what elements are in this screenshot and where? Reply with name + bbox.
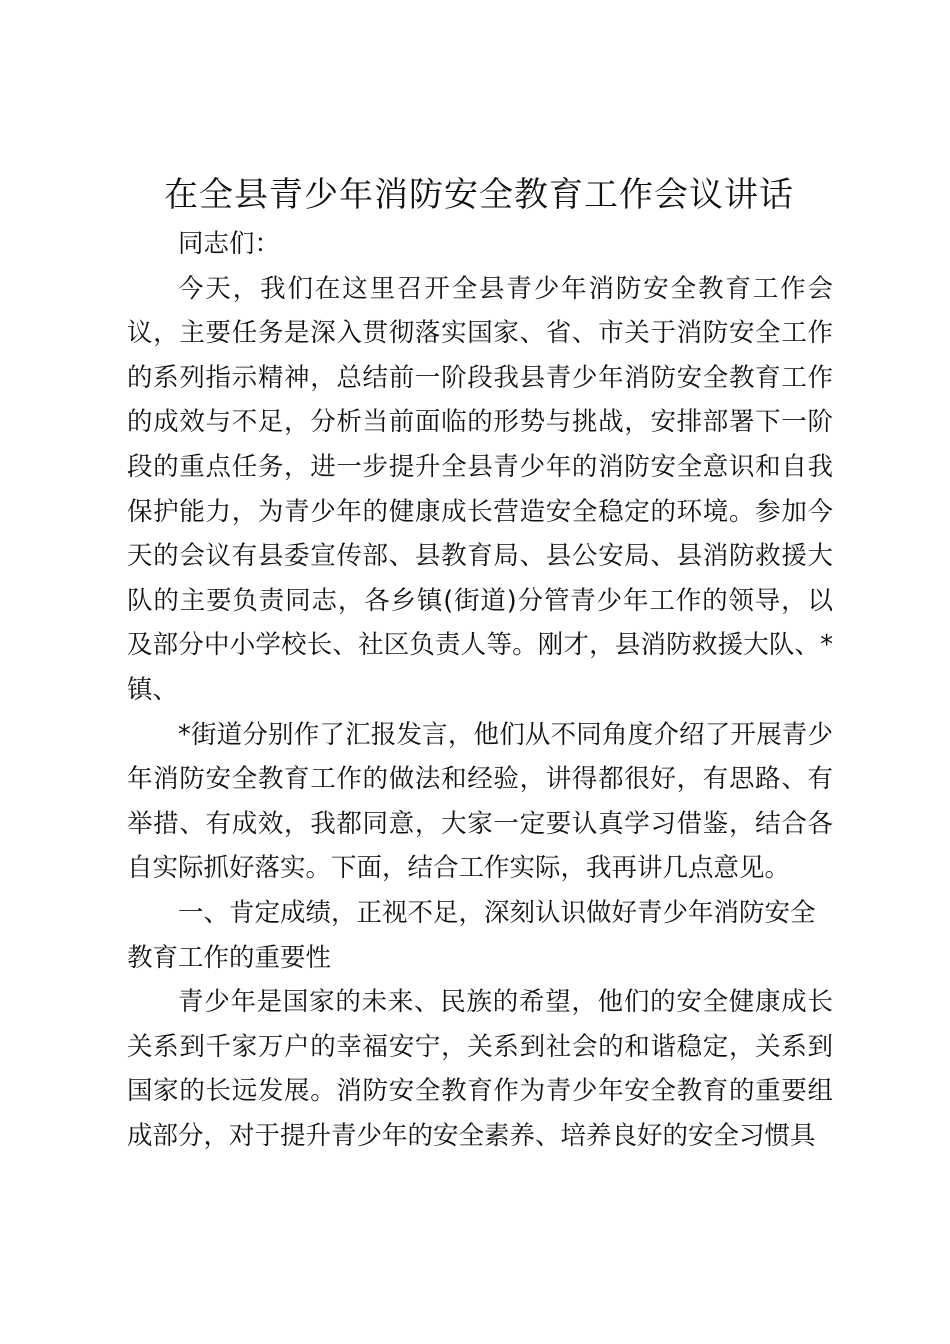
paragraph-reports: *街道分别作了汇报发言，他们从不同角度介绍了开展青少年消防安全教育工作的做法和经验，讲得都很好，有思路、有举措、有成效，我都同意，大家一定要认真学习借鉴，结合各自实际抓好落实。下面，结合工作实际，我再讲几点意见。 — [127, 719, 833, 884]
document-title: 在全县青少年消防安全教育工作会议讲话 — [164, 175, 794, 215]
paragraph-youth-importance: 青少年是国家的未来、民族的希望，他们的安全健康成长关系到千家万户的幸福安宁，关系到社会的和谐稳定，关系到国家的长远发展。消防安全教育作为青少年安全教育的重要组成部分，对于提升青少年的安全素养、培养良好的安全习惯具 — [127, 987, 833, 1151]
section-heading-1: 一、肯定成绩，正视不足，深刻认识做好青少年消防安全教育工作的重要性 — [127, 897, 816, 973]
salutation: 同志们： — [178, 229, 281, 259]
paragraph-opening: 今天，我们在这里召开全县青少年消防安全教育工作会议，主要任务是深入贯彻落实国家、省、市关于消防安全工作的系列指示精神，总结前一阶段我县青少年消防安全教育工作的成效与不足，分析当前面临的形势与挑战，安排部署下一阶段的重点任务，进一步提升全县青少年的消防安全意识和自我保护能力，为青少年的健康成长营造安全稳定的环境。参加今天的会议有县委宣传部、县教育局、县公安局、县消防救援大队的主要负责同志，各乡镇(街道)分管青少年工作的领导，以及部分中小学校长、社区负责人等。刚才，县消防救援大队、*镇、 — [127, 273, 833, 705]
document-body — [127, 222, 833, 1158]
